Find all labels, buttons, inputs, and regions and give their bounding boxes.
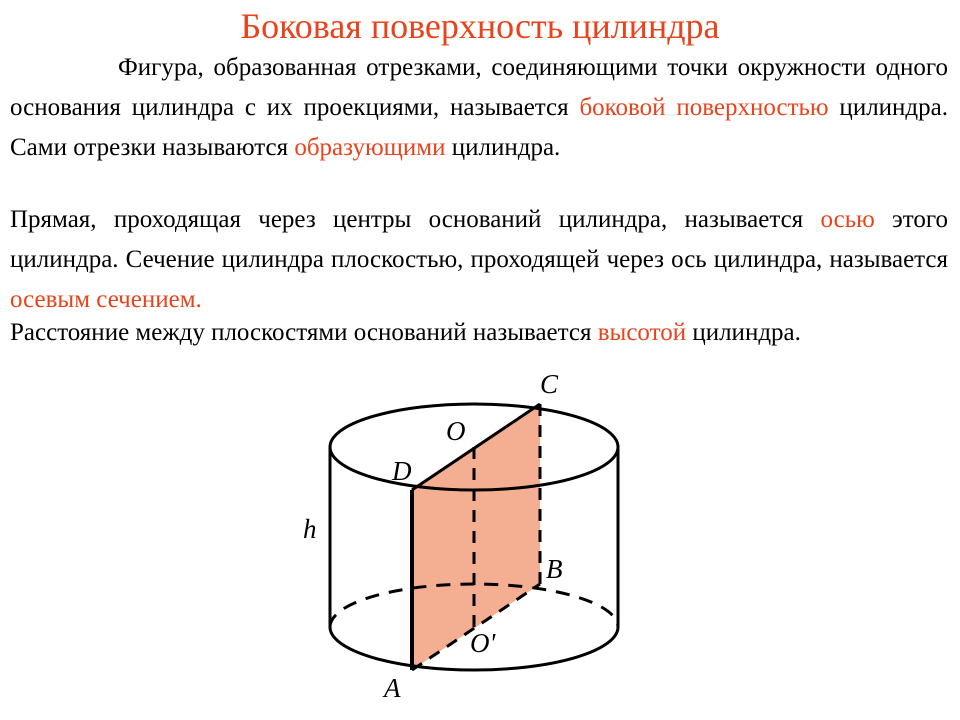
paragraph-text: Расстояние между плоскостями оснований называется <box>10 319 598 346</box>
term-height: высотой <box>597 319 687 346</box>
paragraph-axis <box>10 200 948 320</box>
paragraph-text: цилиндра. Сами отрезки называются <box>10 94 948 161</box>
paragraph-text: Фигура, образованная отрезками, соединяющими точки окружности одного основания цилиндра с их проекциями, называется <box>10 54 948 121</box>
label-O: O <box>446 416 466 446</box>
label-C: C <box>540 369 559 399</box>
label-A: A <box>384 673 401 703</box>
term-axis: осью <box>820 206 875 233</box>
paragraph-text: цилиндра. <box>445 134 561 161</box>
paragraph-text: этого цилиндра. Сечение цилиндра плоскостью, проходящей через ось цилиндра, называется <box>10 206 948 273</box>
paragraph-height <box>10 313 948 353</box>
term-lateral-surface: боковой поверхностью <box>579 94 829 121</box>
paragraph-text: цилиндра. <box>686 319 801 346</box>
label-D: D <box>392 456 412 486</box>
slide-title: Боковая поверхность цилиндра <box>240 6 720 46</box>
paragraph-lateral-surface <box>10 48 948 168</box>
term-generators: образующими <box>294 134 446 161</box>
label-B: B <box>546 554 563 584</box>
paragraph-text: Прямая, проходящая через центры оснований цилиндра, называется <box>10 206 821 233</box>
cylinder-diagram <box>290 368 650 720</box>
label-O-prime: O' <box>470 628 496 658</box>
label-h: h <box>303 514 317 544</box>
term-axial-section: осевым сечением. <box>10 286 202 313</box>
